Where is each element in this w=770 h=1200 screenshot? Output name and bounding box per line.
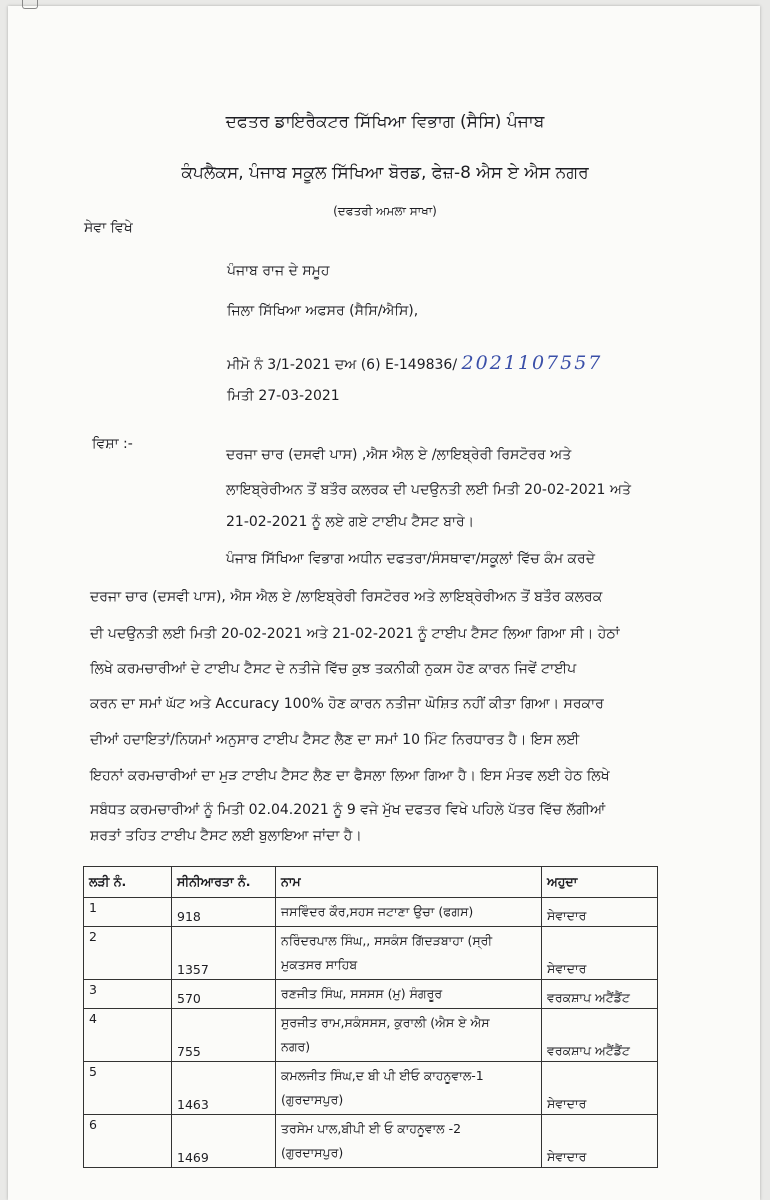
table-row [84,898,658,927]
name-line: ਤਰਸੇਮ ਪਾਲ,ਬੀਪੀ ਈ ਓ ਕਾਹਨੂਵਾਲ -2 [281,1121,462,1136]
name-cell [276,980,542,1009]
name-line: (ਗੁਰਦਾਸਪੁਰ) [281,1145,344,1160]
serial-cell: 6 [84,1115,172,1168]
body-line: ਪੰਜਾਬ ਸਿੱਖਿਆ ਵਿਭਾਗ ਅਧੀਨ ਦਫਤਰਾ/ਸੰਸਥਾਵਾ/ਸਕੂਲਾਂ ਵਿੱਚ ਕੰਮ ਕਰਦੇ [226,551,595,567]
body-line: ਦੀ ਪਦਉਨਤੀ ਲਈ ਮਿਤੀ 20-02-2021 ਅਤੇ 21-02-2021 ਨੂੰ ਟਾਈਪ ਟੈਸਟ ਲਿਆ ਗਿਆ ਸੀ। ਹੇਠਾਂ [90,626,620,642]
seniority-cell: 570 [172,980,276,1009]
punch-mark [22,0,38,9]
office-title: ਦਫਤਰ ਡਾਇਰੈਕਟਰ ਸਿੱਖਿਆ ਵਿਭਾਗ (ਸੈਸਿ) ਪੰਜਾਬ [225,112,545,132]
table-row [84,1009,658,1062]
seniority-cell: 918 [172,898,276,927]
name-line: (ਗੁਰਦਾਸਪੁਰ) [281,1092,344,1107]
office-address: ਕੰਪਲੈਕਸ, ਪੰਜਾਬ ਸਕੂਲ ਸਿੱਖਿਆ ਬੋਰਡ, ਫੇਜ਼-8 ਐਸ ਏ ਐਸ ਨਗਰ [181,163,589,183]
name-line: ਨਗਰ) [281,1039,311,1054]
serial-cell: 1 [84,898,172,927]
employee-table [83,866,658,1168]
body-line: ਕਰਨ ਦਾ ਸਮਾਂ ਘੱਟ ਅਤੇ Accuracy 100% ਹੋਣ ਕਾਰਨ ਨਤੀਜਾ ਘੋਸ਼ਿਤ ਨਹੀਂ ਕੀਤਾ ਗਿਆ। ਸਰਕਾਰ [90,696,604,712]
name-line: ਕਮਲਜੀਤ ਸਿੰਘ,ਦ ਬੀ ਪੀ ਈਓ ਕਾਹਨੂਵਾਲ-1 [281,1068,484,1083]
seniority-cell: 1357 [172,927,276,980]
body-line: ਦੀਆਂ ਹਦਾਇਤਾਂ/ਨਿਯਮਾਂ ਅਨੁਸਾਰ ਟਾਈਪ ਟੈਸਟ ਲੈਣ ਦਾ ਸਮਾਂ 10 ਮਿੰਟ ਨਿਰਧਾਰਤ ਹੈ। ਇਸ ਲਈ [90,732,580,748]
col-header-seniority: ਸੀਨੀਆਰਤਾ ਨੰ. [172,867,276,898]
memo-number [227,352,602,374]
table-row [84,927,658,980]
name-cell [276,1062,542,1115]
name-line: ਮੁਕਤਸਰ ਸਾਹਿਬ [281,957,358,972]
recipient-line-1: ਪੰਜਾਬ ਰਾਜ ਦੇ ਸਮੂਹ [227,263,330,279]
post-cell: ਵਰਕਸ਼ਾਪ ਅਟੈਂਡੈਂਟ [542,1009,658,1062]
col-header-name: ਨਾਮ [276,867,542,898]
seniority-cell: 755 [172,1009,276,1062]
subject-line: 21-02-2021 ਨੂੰ ਲਏ ਗਏ ਟਾਈਪ ਟੈਸਟ ਬਾਰੇ। [226,514,475,530]
table-row [84,1062,658,1115]
to-label: ਸੇਵਾ ਵਿਖੇ [84,220,133,236]
serial-cell: 2 [84,927,172,980]
seniority-cell: 1469 [172,1115,276,1168]
post-cell: ਸੇਵਾਦਾਰ [542,1062,658,1115]
col-header-post: ਅਹੁਦਾ [542,867,658,898]
name-line: ਜਸਵਿੰਦਰ ਕੌਰ,ਸਹਸ ਜਟਾਣਾ ਉਚਾ (ਫਗਸ) [281,904,474,919]
seniority-cell: 1463 [172,1062,276,1115]
serial-cell: 5 [84,1062,172,1115]
memo-date: ਮਿਤੀ 27-03-2021 [227,388,340,404]
subject-line: ਦਰਜਾ ਚਾਰ (ਦਸਵੀ ਪਾਸ) ,ਐਸ ਐਲ ਏ /ਲਾਇਬ੍ਰੇਰੀ ਰਿਸਟੋਰਰ ਅਤੇ [226,447,572,463]
body-line: ਸ਼ਰਤਾਂ ਤਹਿਤ ਟਾਈਪ ਟੈਸਟ ਲਈ ਬੁਲਾਇਆ ਜਾਂਦਾ ਹੈ। [90,828,362,844]
name-cell [276,898,542,927]
post-cell: ਸੇਵਾਦਾਰ [542,927,658,980]
serial-cell: 4 [84,1009,172,1062]
name-cell [276,1115,542,1168]
name-line: ਸੁਰਜੀਤ ਰਾਮ,ਸਕੰਸਸਸ, ਕੁਰਾਲੀ (ਐਸ ਏ ਐਸ [281,1015,490,1030]
handwritten-number: 2021107557 [461,352,603,374]
table-row [84,1115,658,1168]
memo-text: ਮੀਮੋ ਨੰ 3/1-2021 ਦਅ (6) E-149836/ [227,357,458,373]
body-line: ਸਬੰਧਤ ਕਰਮਚਾਰੀਆਂ ਨੂੰ ਮਿਤੀ 02.04.2021 ਨੂੰ 9 ਵਜੇ ਮੁੱਖ ਦਫਤਰ ਵਿਖੇ ਪਹਿਲੇ ਪੱਤਰ ਵਿੱਚ ਲੱਗੀਆਂ [90,802,606,818]
post-cell: ਸੇਵਾਦਾਰ [542,1115,658,1168]
body-line: ਇਹਨਾਂ ਕਰਮਚਾਰੀਆਂ ਦਾ ਮੁੜ ਟਾਈਪ ਟੈਸਟ ਲੈਣ ਦਾ ਫੈਸਲਾ ਲਿਆ ਗਿਆ ਹੈ। ਇਸ ਮੰਤਵ ਲਈ ਹੇਠ ਲਿਖੇ [90,768,610,784]
table-row [84,980,658,1009]
col-header-serial: ਲੜੀ ਨੰ. [84,867,172,898]
name-cell [276,1009,542,1062]
post-cell: ਸੇਵਾਦਾਰ [542,898,658,927]
post-cell: ਵਰਕਸ਼ਾਪ ਅਟੈਂਡੈਂਟ [542,980,658,1009]
name-line: ਰਣਜੀਤ ਸਿੰਘ, ਸਸਸਸ (ਮੁ) ਸੰਗਰੂਰ [281,986,443,1001]
table-header-row [84,867,658,898]
body-line: ਦਰਜਾ ਚਾਰ (ਦਸਵੀ ਪਾਸ), ਐਸ ਐਲ ਏ /ਲਾਇਬ੍ਰੇਰੀ ਰਿਸਟੋਰਰ ਅਤੇ ਲਾਇਬ੍ਰੇਰੀਅਨ ਤੋਂ ਬਤੌਰ ਕਲਰਕ [90,589,603,605]
subject-label: ਵਿਸ਼ਾ :- [92,436,133,452]
name-line: ਨਰਿੰਦਰਪਾਲ ਸਿੰਘ,, ਸਸਕੰਸ ਗਿੱਦੜਬਾਹਾ (ਸ੍ਰੀ [281,933,493,948]
serial-cell: 3 [84,980,172,1009]
body-line: ਲਿਖੇ ਕਰਮਚਾਰੀਆਂ ਦੇ ਟਾਈਪ ਟੈਸਟ ਦੇ ਨਤੀਜੇ ਵਿੱਚ ਕੁਝ ਤਕਨੀਕੀ ਨੁਕਸ ਹੋਣ ਕਾਰਨ ਜਿਵੇਂ ਟਾਈਪ [90,661,577,677]
subject-line: ਲਾਇਬ੍ਰੇਰੀਅਨ ਤੋਂ ਬਤੌਰ ਕਲਰਕ ਦੀ ਪਦਉਨਤੀ ਲਈ ਮਿਤੀ 20-02-2021 ਅਤੇ [226,482,631,498]
name-cell [276,927,542,980]
branch-name: (ਦਫਤਰੀ ਅਮਲਾ ਸਾਖਾ) [333,204,437,218]
recipient-line-2: ਜਿਲਾ ਸਿੱਖਿਆ ਅਫਸਰ (ਸੈਸਿ/ਐਸਿ), [227,303,419,319]
